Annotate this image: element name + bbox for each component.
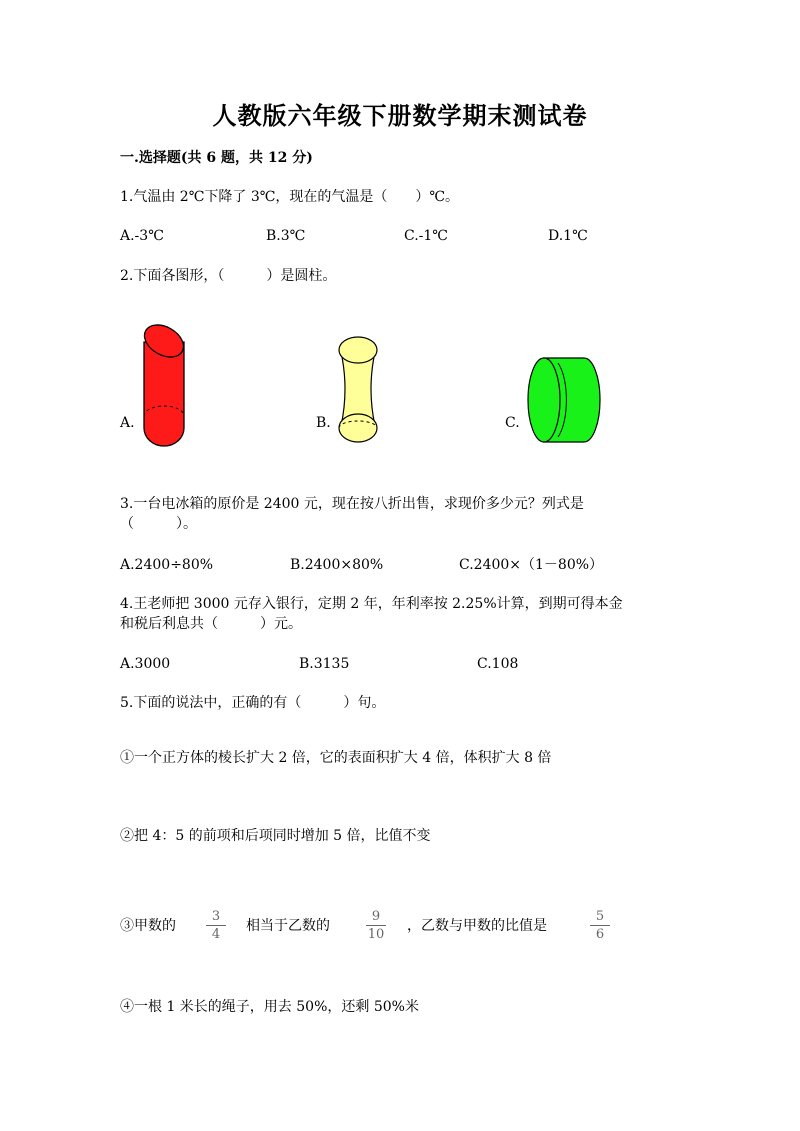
q3-option-a[interactable]: A.2400÷80% [120, 557, 214, 573]
fraction-denominator: 4 [211, 927, 221, 942]
fraction-numerator: 9 [371, 909, 381, 924]
q5-statement-4: ④一根 1 米长的绳子，用去 50%，还剩 50%米 [120, 999, 419, 1015]
fraction-5-6 [588, 909, 612, 942]
fraction-numerator: 5 [595, 909, 605, 924]
q5-statement-1: ①一个正方体的棱长扩大 2 倍，它的表面积扩大 4 倍，体积扩大 8 倍 [120, 750, 552, 766]
fraction-bar [206, 925, 226, 926]
q5-statement-3-part2: 相当于乙数的 [246, 918, 330, 934]
fraction-denominator: 6 [595, 927, 605, 942]
q4-option-b[interactable]: B.3135 [299, 656, 350, 672]
q5-statement-3-part3: ，乙数与甲数的比值是 [407, 918, 547, 934]
q2-option-b[interactable]: B. [316, 415, 331, 431]
q2-stem: 2.下面各图形，（ ）是圆柱。 [120, 268, 337, 284]
q1-option-c[interactable]: C.-1℃ [404, 228, 448, 244]
green-cylinder-figure [524, 355, 604, 445]
q5-statement-2: ②把 4：5 的前项和后项同时增加 5 倍，比值不变 [120, 828, 431, 844]
fraction-9-10 [364, 909, 388, 942]
fraction-numerator: 3 [211, 909, 221, 924]
page-title: 人教版六年级下册数学期末测试卷 [212, 101, 588, 130]
q4-stem-line1: 4.王老师把 3000 元存入银行，定期 2 年，年利率按 2.25%计算，到期可得本金 [120, 596, 623, 612]
fraction-bar [590, 925, 610, 926]
q2-option-c[interactable]: C. [505, 415, 520, 431]
q3-option-c[interactable]: C.2400×（1－80%） [459, 557, 604, 573]
red-cylinder-figure [138, 320, 194, 452]
q3-stem-line1: 3.一台电冰箱的原价是 2400 元，现在按八折出售，求现价多少元？列式是 [120, 496, 584, 512]
q4-option-c[interactable]: C.108 [477, 656, 519, 672]
q3-stem-line2: （ ）。 [120, 516, 197, 532]
q1-option-b[interactable]: B.3℃ [266, 228, 306, 244]
q1-option-d[interactable]: D.1℃ [548, 228, 588, 244]
yellow-hourglass-figure [333, 334, 383, 446]
fraction-denominator: 10 [367, 927, 385, 942]
q2-option-a[interactable]: A. [120, 415, 135, 431]
q5-stem: 5.下面的说法中，正确的有（ ）句。 [120, 695, 386, 711]
section-heading: 一.选择题(共 6 题，共 12 分) [120, 150, 313, 166]
fraction-bar [366, 925, 386, 926]
fraction-3-4 [204, 909, 228, 942]
q4-option-a[interactable]: A.3000 [120, 656, 171, 672]
q1-stem: 1.气温由 2℃下降了 3℃，现在的气温是（ ）℃。 [120, 189, 460, 205]
q1-option-a[interactable]: A.-3℃ [120, 228, 164, 244]
q4-stem-line2: 和税后利息共（ ）元。 [120, 616, 302, 632]
q3-option-b[interactable]: B.2400×80% [290, 557, 384, 573]
q5-statement-3-part1: ③甲数的 [120, 918, 176, 934]
